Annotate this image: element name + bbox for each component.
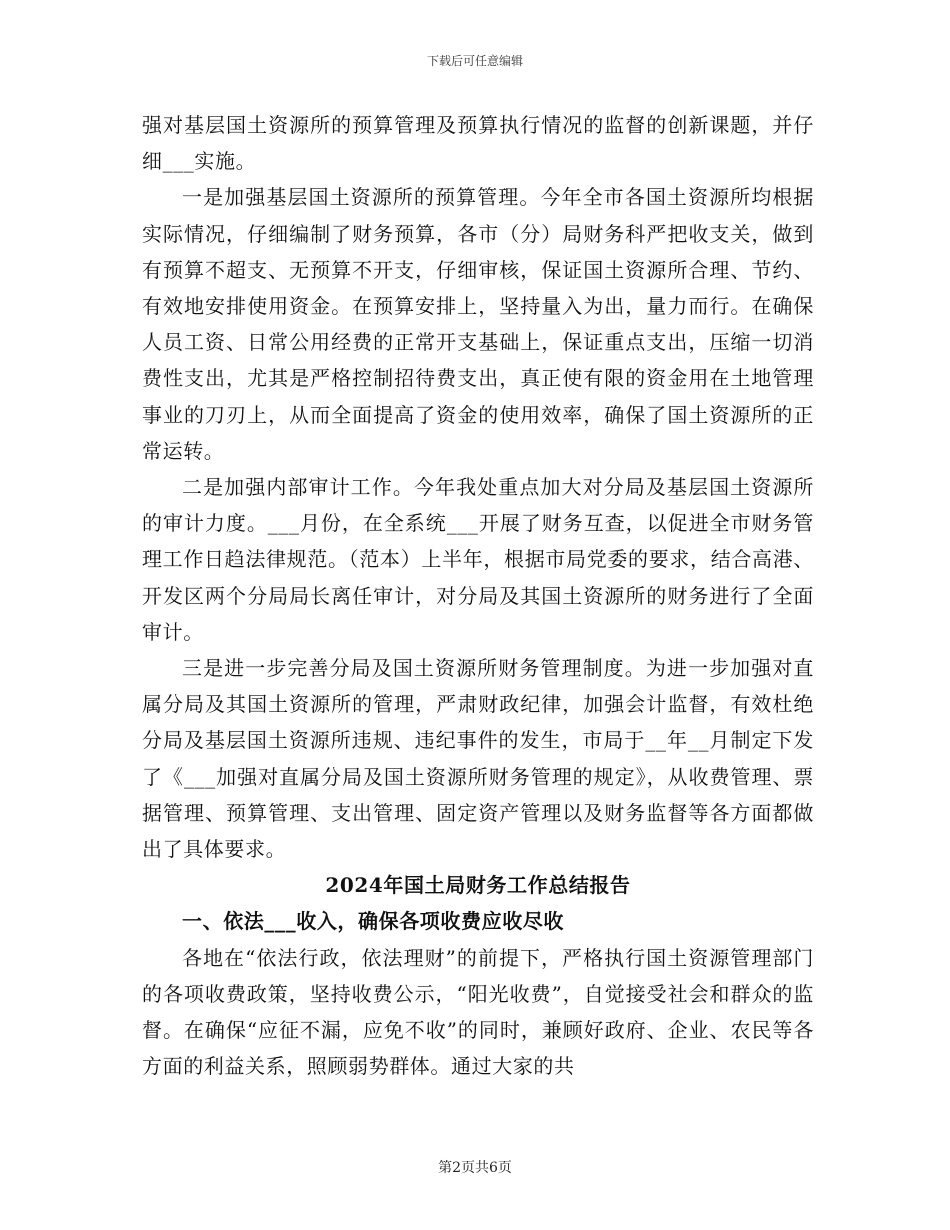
report-title: 2024年国土局财务工作总结报告	[325, 873, 631, 898]
page-footer: 第2页共6页	[438, 1160, 512, 1176]
section-heading: 一、依法___收入，确保各项收费应收尽收	[182, 909, 564, 934]
paragraph-internal-audit: 二是加强内部审计工作。今年我处重点加大对分局及基层国土资源所的审计力度。___月份，在全系统___开展了财务互查，以促进全市财务管理工作日趋法律规范。（范本）上半年，根据市局党委的要求，结合高港、开发区两个分局局长离任审计，对分局及其国土资源所的财务进行了全面审计。	[142, 475, 814, 644]
paragraph-continuation: 强对基层国土资源所的预算管理及预算执行情况的监督的创新课题，并仔细___实施。	[142, 113, 814, 174]
document-body	[142, 107, 814, 1084]
paragraph-fee-collection: 各地在“依法行政，依法理财”的前提下，严格执行国土资源管理部门的各项收费政策，坚持收费公示，“阳光收费”，自觉接受社会和群众的监督。在确保“应征不漏，应免不收”的同时，兼顾好政府、企业、农民等各方面的利益关系，照顾弱势群体。通过大家的共	[142, 945, 814, 1079]
paragraph-budget-management: 一是加强基层国土资源所的预算管理。今年全市各国土资源所均根据实际情况，仔细编制了财务预算，各市（分）局财务科严把收支关，做到有预算不超支、无预算不开支，仔细审核，保证国土资源所合理、节约、有效地安排使用资金。在预算安排上，坚持量入为出，量力而行。在确保人员工资、日常公用经费的正常开支基础上，保证重点支出，压缩一切消费性支出，尤其是严格控制招待费支出，真正使有限的资金用在土地管理事业的刀刃上，从而全面提高了资金的使用效率，确保了国土资源所的正常运转。	[142, 185, 814, 463]
paragraph-management-system: 三是进一步完善分局及国土资源所财务管理制度。为进一步加强对直属分局及其国土资源所的管理，严肃财政纪律，加强会计监督，有效杜绝分局及基层国土资源所违规、违纪事件的发生，市局于__年__月制定下发了《___加强对直属分局及国土资源所财务管理的规定》，从收费管理、票据管理、预算管理、支出管理、固定资产管理以及财务监督等各方面都做出了具体要求。	[142, 656, 814, 862]
page-header: 下载后可任意编辑	[426, 54, 523, 68]
